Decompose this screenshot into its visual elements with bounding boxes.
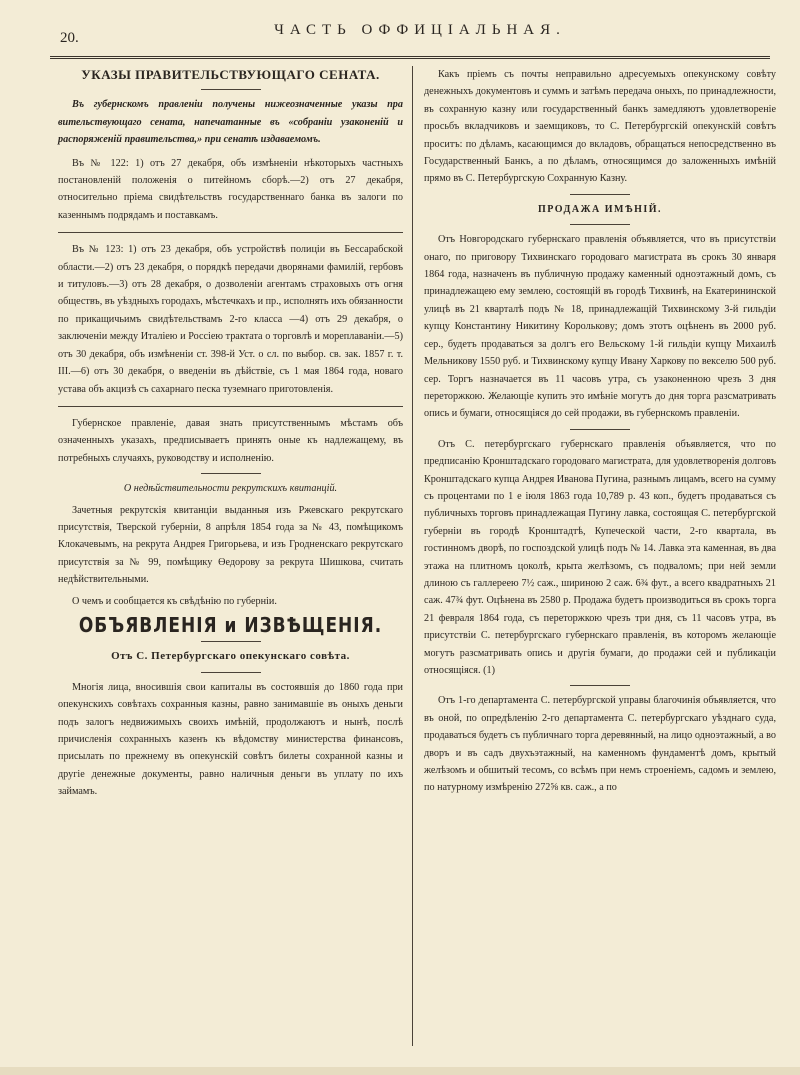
inform-text: О чемъ и сообщается къ свѣдѣнію по губерніи. [72,595,277,607]
sale-notice-petersburg: Отъ 1-го департамента С. петербургской управы благочинія объявляется, что въ оной, по опредѣленію 2-го департамента С. петербургскаго уѣзднаго суда, продаваться будетъ съ публичнаго торга деревянный, на лицо одноэтажный, а во дворъ и въ садъ двухъэтажный, на каменномъ фундаментѣ домъ, крытый желѣзомъ и обшитый тесомъ, со всѣмъ при немъ строеніемъ, садомъ и землею, по натурному измѣренію 272⅝ кв. саж., а по [424,695,776,794]
separator [201,473,261,474]
estate-sale-heading: ПРОДАЖА ИМѢНІЙ. [537,203,663,215]
decree-123: Въ № 123: 1) отъ 23 декабря, объ устройствѣ полиціи въ Бессарабской области.—2) отъ 23 декабря, о порядкѣ передачи дворянами фамилій, гербовъ и титуловъ.—3) отъ 28 декабря, о дозволеніи агентамъ страховыхъ отъ огня обществъ, въ уѣздныхъ городахъ, мѣстечкахъ и пр., исполнять ихъ обязанности по прикащичьимъ свидѣтельствамъ 2-го класса —4) отъ 29 декабря, о заключеніи между Италіею и Россіею трактата о торговлѣ и мореплаваніи.—5) отъ 30 декабря, объ измѣненіи ст. 398-й Уст. о сл. по выбор. св. зак. 1857 г. т. III.—6) отъ 30 декабря, о введеніи въ дѣйствіе, съ 1 мая 1864 года, новаго устава объ акцизѣ съ сахарнаго песка туземнаго приготовленія. [58,244,403,395]
page-edge [0,1067,800,1075]
left-column [58,66,403,805]
sale-notice-novgorod: Отъ Новгородскаго губернскаго правленія объявляется, что въ присутствіи онаго, по приговору Тихвинскаго городоваго магистрата въ срокъ 30 января 1864 года, назначенъ въ публичную продажу каменный одноэтажный домъ, съ принадлежащею ему землею, состоящій въ городѣ Тихвинѣ, на Екатерининской улицѣ въ 21 кварталѣ подъ № 18, принадлежащій Тихвинскому 3-й гильдіи купцу Константину Никитину Корольковy; домъ этотъ оцѣненъ въ 2000 руб. сер., будетъ продаваться за долгъ его Вельскому 1-й гильдіи купцу Михаилѣ Мельникову 1550 руб. и Тихвинскому купцу Ивану Харкову по векселю 500 руб. сер. Торгъ назначается въ 11 часовъ утра, съ узаконенною чрезъ 3 дня переторжкою. Желающіе купить это имѣніе могутъ до дня торга разсматривать опись и бумаги, относящіяся до сей продажи, въ губернскомъ правленіи. [424,234,776,420]
senate-intro: Въ губернскомъ правленіи получены нижеозначенные указы пра вительствующаго сената, напечатанные въ «собраніи узаконеній и распоряженій правительства,» при сенатѣ издаваемомъ. [58,99,403,146]
separator [570,194,630,195]
separator [570,224,630,225]
council-heading: Отъ С. Петербургскаго опекунскаго совѣта. [111,650,350,663]
senate-heading: УКАЗЫ ПРАВИТЕЛЬСТВУЮЩАГО СЕНАТА. [81,67,380,82]
gubern-notice: Губернское правленіе, давая знать присутственнымъ мѣстамъ объ означенныхъ указахъ, предписываетъ принять оные къ надлежащему, въ потребныхъ случаяхъ, руководству и исполненію. [58,417,403,464]
separator [201,89,261,90]
column-divider [412,66,413,1046]
separator [201,672,261,673]
page-number: 20. [60,30,79,46]
separator [201,641,261,642]
separator [58,232,403,233]
council-text: Многія лица, вносившія свои капиталы въ состоявшія до 1860 года при опекунскихъ совѣтахъ сохранныя казны, равно занимавшіе въ оныхъ деньги подъ залогъ недвижимыхъ своихъ имѣній, продолжаютъ и нынѣ, послѣ причисленія сохранныхъ казенъ къ вѣдомству министерства финансовъ, присылать по прежнему въ опекунскій совѣтъ билеты сохранной казны и другіе денежные документы, равно наличныя деньги въ уплату по ихъ займамъ. [58,681,403,798]
announcements-heading: ОБЪЯВЛЕНІЯ и ИЗВѢЩЕНІЯ. [78,613,383,638]
sale-notice-kronstadt: Отъ С. петербургскаго губернскаго правленія объявляется, что по предписанію Кронштадскаго городоваго магистрата, для удовлетворенія долговъ Кронштадскаго купца Андрея Ивановa Пугина, разнымъ лицамъ, всего на сумму съ процентами по 1 е іюля 1863 года 10,789 р. 43 коп., будетъ продаваться съ публичныхъ торговъ принадлежащая Пугину лавка, состоящая С. петербургской губерніи въ городѣ Кронштадтѣ, Купеческой части, 2-го квартала, въ гостинномъ дворѣ, по госпоздской улицѣ подъ № 14. Лавка эта каменная, въ два этажа на плитномъ цоколѣ, крыта желѣзомъ, съ подваломъ; при ней земли длиною съ галлереею 7½ саж., шириною 2 саж. 6¾ фут., а всего квадратныхъ 21 саж. 47¾ фут. Оцѣнена въ 2580 р. Продажа будетъ производиться въ срокъ торга 21 февраля 1864 года, съ переторжкою чрезъ три дня, съ 11 часовъ утра, въ присутствіи С. петербургскаго губернскаго правленія, въ которомъ желающіе могутъ разсматривать опись и другія бумаги, до продажи сей и публикаціи относящіяся. (1) [424,438,776,676]
invalid-receipts-heading: О недѣйствительности рекрутскихъ квитанцій. [123,483,338,495]
separator [570,429,630,430]
decree-122: Въ № 122: 1) отъ 27 декабря, объ измѣненіи нѣкоторыхъ частныхъ постановленій положенія о питейномъ сборѣ.—2) отъ 27 декабря, относительно пріема свидѣтельствъ государственнаго банка въ залоги по казеннымъ подрядамъ и поставкамъ. [58,157,403,221]
running-head: ЧАСТЬ ОФФИЦІАЛЬНАЯ. [274,22,566,38]
separator [58,406,403,407]
right-column [424,66,776,801]
header-rule [50,56,770,59]
separator [570,685,630,686]
invalid-receipts-text: Зачетныя рекрутскія квитанціи выданныя изъ Ржевскаго рекрутскаго присутствія, Тверской губерніи, 8 апрѣля 1854 года за № 43, помѣщикомъ Клокачевымъ, на рекрута Андрея Григорьева, и изъ Гродненскаго рекрутскаго присутствія за № 99, помѣщику Өедорову за рекрута Шишкова, считать недѣйствительными. [58,504,403,586]
council-text-continued: Какъ пріемъ съ почты неправильно адресуемыхъ опекунскому совѣту денежныхъ документовъ и суммъ и затѣмъ передача оныхъ, по принадлежности, въ сохранную казну или государственный банкъ замедляютъ удовлетвореніе просьбъ вкладчиковъ и заемщиковъ, то С. Петербургскій опекунскій совѣтъ проситъ: по дѣламъ, касающимся до вкладовъ, обращаться непосредственно въ Государственный Банкъ, а по дѣламъ, относящимся до заложенныхъ имѣній прямо въ С. Петербургскую Сохранную Казну. [424,69,776,185]
